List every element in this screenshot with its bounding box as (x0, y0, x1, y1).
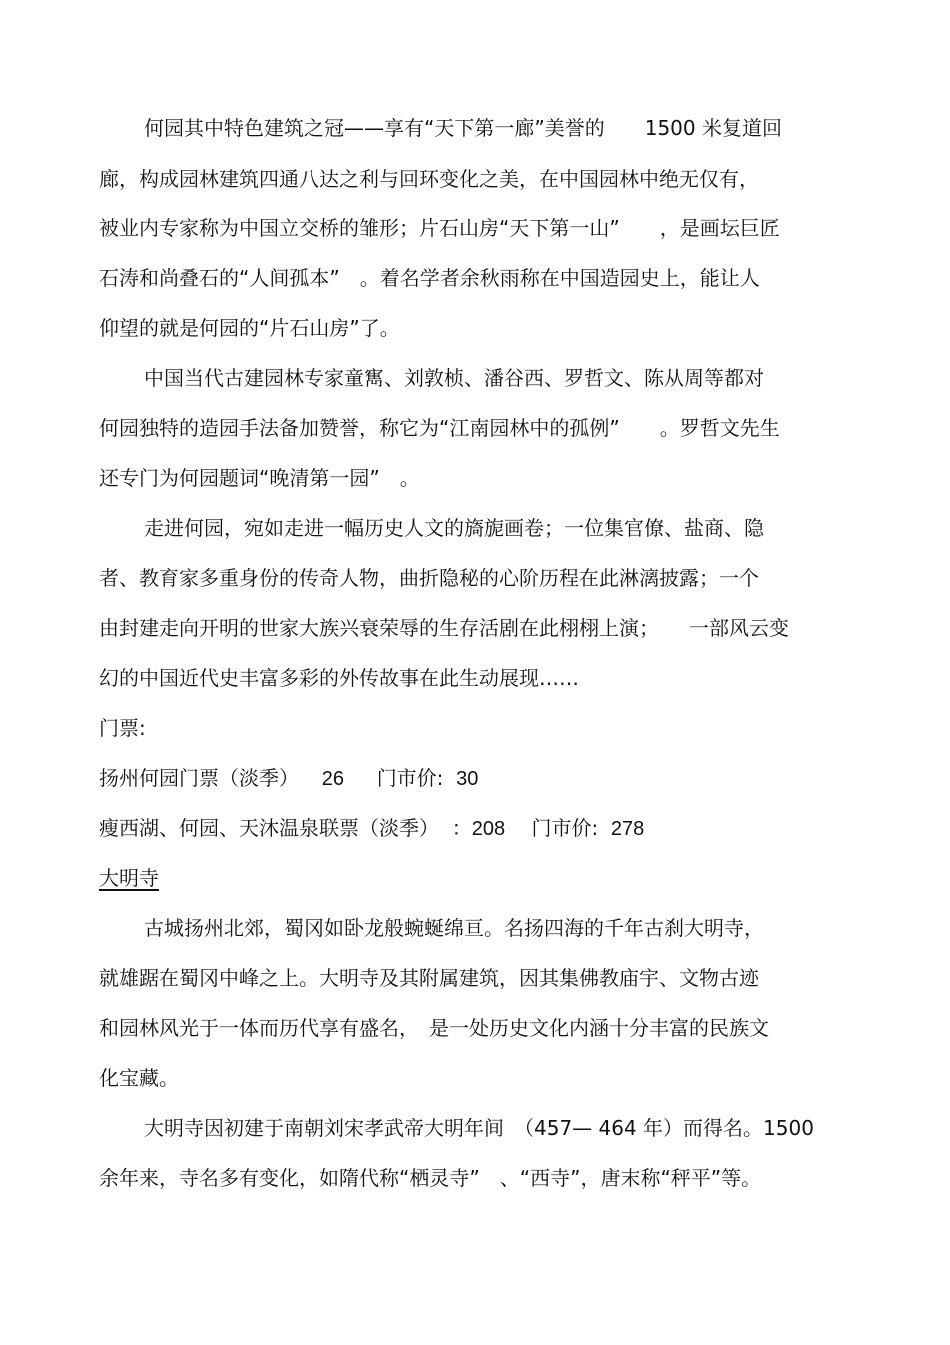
text-line: 石涛和尚叠石的“人间孤本” 。着名学者余秋雨称在中国造园史上，能让人 (99, 266, 760, 290)
ticket-row (99, 766, 478, 791)
text-line: 中国当代古建园林专家童寯、刘敦桢、潘谷西、罗哲文、陈从周等都对 (144, 366, 764, 390)
text-line: 由封建走向开明的世家大族兴衰荣辱的生存活剧在此栩栩上演； 一部风云变 (99, 616, 789, 640)
section-title-link[interactable]: 大明寺 (99, 866, 159, 890)
text-line: 和园林风光于一体而历代享有盛名， 是一处历史文化内涵十分丰富的民族文 (99, 1016, 769, 1040)
ticket-name: 瘦西湖、何园、天沐温泉联票（淡季） (99, 816, 439, 840)
tickets-heading: 门票: (99, 716, 146, 740)
ticket-price: 26 (321, 768, 344, 790)
market-price-label: 门市价: (376, 766, 444, 790)
ticket-name: 扬州何园门票（淡季） (99, 766, 289, 790)
market-price-label: 门市价: (531, 816, 599, 840)
text-line: 余年来，寺名多有变化，如隋代称“栖灵寺” 、“西寺”，唐末称“秤平”等。 (99, 1166, 762, 1190)
text-line: 走进何园，宛如走进一幅历史人文的旖旎画卷；一位集官僚、盐商、隐 (144, 516, 764, 540)
text-line: 被业内专家称为中国立交桥的雏形；片石山房“天下第一山” ，是画坛巨匠 (99, 216, 780, 240)
text-line: 古城扬州北郊，蜀冈如卧龙般蜿蜒绵亘。名扬四海的千年古刹大明寺， (144, 916, 764, 940)
text-line: 就雄踞在蜀冈中峰之上。大明寺及其附属建筑，因其集佛教庙宇、文物古迹 (99, 966, 759, 990)
ticket-price: 208 (471, 818, 506, 840)
text-line: 幻的中国近代史丰富多彩的外传故事在此生动展现…… (99, 666, 579, 690)
text-line: 何园其中特色建筑之冠——享有“天下第一廊”美誉的 1500 米复道回 (144, 116, 782, 140)
text-line: 仰望的就是何园的“片石山房”了。 (99, 316, 400, 340)
ticket-separator: ： (451, 816, 472, 840)
text-line: 还专门为何园题词“晚清第一园” 。 (99, 466, 420, 490)
market-price: 278 (610, 818, 645, 840)
ticket-row (99, 816, 644, 841)
market-price: 30 (456, 768, 479, 790)
text-line: 者、教育家多重身份的传奇人物，曲折隐秘的心阶历程在此淋漓披露；一个 (99, 566, 759, 590)
text-line: 化宝藏。 (99, 1066, 179, 1090)
text-line: 大明寺因初建于南朝刘宋孝武帝大明年间 （457— 464 年）而得名。1500 (144, 1116, 814, 1140)
text-line: 廊，构成园林建筑四通八达之利与回环变化之美，在中国园林中绝无仅有， (99, 167, 759, 191)
text-line: 何园独特的造园手法备加赞誉，称它为“江南园林中的孤例” 。罗哲文先生 (99, 416, 780, 440)
